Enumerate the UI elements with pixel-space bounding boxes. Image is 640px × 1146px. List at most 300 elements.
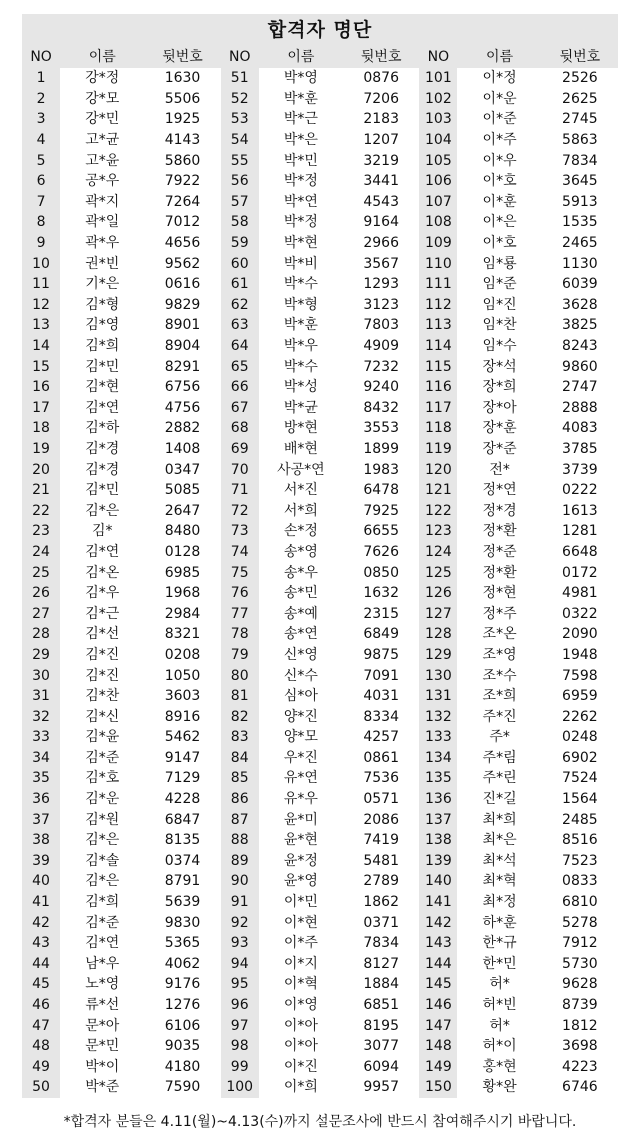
row-number: 55 <box>221 150 259 171</box>
number-suffix: 7206 <box>363 90 399 107</box>
applicant-name: 이*호 <box>482 173 517 190</box>
table-row <box>22 871 618 892</box>
row-number: 58 <box>221 212 259 233</box>
number-suffix: 3739 <box>562 461 598 478</box>
applicant-name: 서*진 <box>283 482 318 499</box>
applicant-name: 이*아 <box>283 1017 318 1034</box>
row-number: 37 <box>22 809 60 830</box>
number-suffix: 7012 <box>164 214 201 231</box>
table-row <box>22 418 618 439</box>
applicant-name: 이*민 <box>283 894 318 911</box>
row-number: 62 <box>221 295 259 316</box>
table-row <box>22 109 618 130</box>
number-suffix: 6847 <box>164 811 201 828</box>
number-suffix: 0172 <box>562 564 598 581</box>
page-title: 합격자 명단 <box>22 14 618 46</box>
number-suffix: 7590 <box>164 1079 201 1096</box>
row-number: 40 <box>22 871 60 892</box>
number-suffix: 9628 <box>562 976 598 993</box>
applicant-name: 임*준 <box>482 276 517 293</box>
table-row <box>22 171 618 192</box>
number-suffix: 8516 <box>562 832 598 849</box>
number-suffix: 8243 <box>562 338 598 355</box>
applicant-name: 박*비 <box>283 255 318 272</box>
number-suffix: 2789 <box>363 873 399 890</box>
number-suffix: 3785 <box>562 440 598 457</box>
row-number: 95 <box>221 974 259 995</box>
number-suffix: 1983 <box>363 461 399 478</box>
number-suffix: 7232 <box>363 358 399 375</box>
row-number: 72 <box>221 500 259 521</box>
row-number: 81 <box>221 686 259 707</box>
applicant-name: 남*우 <box>85 955 120 972</box>
row-number: 23 <box>22 521 60 542</box>
applicant-name: 이*은 <box>482 214 517 231</box>
applicant-name: 김*민 <box>85 358 120 375</box>
number-suffix: 0850 <box>363 564 399 581</box>
number-suffix: 8480 <box>164 523 201 540</box>
row-number: 10 <box>22 253 60 274</box>
table-row <box>22 500 618 521</box>
table-row <box>22 150 618 171</box>
row-number: 105 <box>419 150 457 171</box>
applicant-name: 박*근 <box>283 111 318 128</box>
number-suffix: 3553 <box>363 420 399 437</box>
row-number: 120 <box>419 459 457 480</box>
row-number: 65 <box>221 356 259 377</box>
applicant-name: 송*영 <box>283 543 318 560</box>
table-row <box>22 562 618 583</box>
header-no: NO <box>419 46 457 68</box>
number-suffix: 6810 <box>562 894 598 911</box>
row-number: 126 <box>419 583 457 604</box>
number-suffix: 5730 <box>562 955 598 972</box>
number-suffix: 1276 <box>164 997 201 1014</box>
row-number: 46 <box>22 995 60 1016</box>
row-number: 28 <box>22 624 60 645</box>
applicant-name: 최*희 <box>482 811 517 828</box>
row-number: 78 <box>221 624 259 645</box>
row-number: 18 <box>22 418 60 439</box>
applicant-name: 문*아 <box>85 1017 120 1034</box>
number-suffix: 0616 <box>164 276 201 293</box>
applicant-name: 배*현 <box>283 440 318 457</box>
table-header-row <box>22 46 618 68</box>
row-number: 98 <box>221 1036 259 1057</box>
number-suffix: 1281 <box>562 523 598 540</box>
number-suffix: 1564 <box>562 791 598 808</box>
applicant-name: 장*희 <box>482 379 517 396</box>
applicant-name: 김*하 <box>85 420 120 437</box>
row-number: 36 <box>22 789 60 810</box>
number-suffix: 1968 <box>164 585 201 602</box>
row-number: 60 <box>221 253 259 274</box>
table-row <box>22 706 618 727</box>
number-suffix: 1408 <box>164 440 201 457</box>
number-suffix: 0208 <box>164 646 201 663</box>
number-suffix: 0128 <box>164 543 201 560</box>
row-number: 25 <box>22 562 60 583</box>
number-suffix: 6902 <box>562 749 598 766</box>
applicant-name: 박*민 <box>283 152 318 169</box>
applicant-name: 김*은 <box>85 873 120 890</box>
row-number: 107 <box>419 192 457 213</box>
number-suffix: 8904 <box>164 338 201 355</box>
applicant-name: 박*현 <box>283 235 318 252</box>
applicant-name: 박*형 <box>283 296 318 313</box>
applicant-name: 이*영 <box>283 997 318 1014</box>
number-suffix: 0876 <box>363 70 399 87</box>
number-suffix: 4228 <box>164 791 201 808</box>
applicant-name: 조*온 <box>482 626 517 643</box>
number-suffix: 5365 <box>164 935 201 952</box>
applicant-name: 유*연 <box>283 770 318 787</box>
row-number: 24 <box>22 542 60 563</box>
table-row <box>22 377 618 398</box>
number-suffix: 2647 <box>164 502 201 519</box>
number-suffix: 0347 <box>164 461 201 478</box>
applicant-name: 정*준 <box>482 543 517 560</box>
row-number: 12 <box>22 295 60 316</box>
row-number: 103 <box>419 109 457 130</box>
number-suffix: 9176 <box>164 976 201 993</box>
row-number: 57 <box>221 192 259 213</box>
row-number: 41 <box>22 892 60 913</box>
row-number: 26 <box>22 583 60 604</box>
table-row <box>22 356 618 377</box>
row-number: 88 <box>221 830 259 851</box>
applicant-name: 주* <box>489 729 510 746</box>
row-number: 27 <box>22 603 60 624</box>
applicant-name: 조*희 <box>482 688 517 705</box>
number-suffix: 1630 <box>164 70 201 87</box>
row-number: 70 <box>221 459 259 480</box>
table-row <box>22 851 618 872</box>
row-number: 3 <box>22 109 60 130</box>
row-number: 137 <box>419 809 457 830</box>
applicant-name: 김*영 <box>85 317 120 334</box>
applicant-name: 정*환 <box>482 523 517 540</box>
row-number: 144 <box>419 954 457 975</box>
applicant-name: 문*민 <box>85 1038 120 1055</box>
row-number: 118 <box>419 418 457 439</box>
applicant-name: 하*훈 <box>482 914 517 931</box>
applicant-name: 우*진 <box>283 749 318 766</box>
row-number: 50 <box>22 1077 60 1098</box>
table-row <box>22 439 618 460</box>
number-suffix: 6648 <box>562 543 598 560</box>
number-suffix: 9147 <box>164 749 201 766</box>
applicant-name: 박*정 <box>283 173 318 190</box>
applicant-name: 이*우 <box>482 152 517 169</box>
row-number: 85 <box>221 768 259 789</box>
number-suffix: 2984 <box>164 605 201 622</box>
applicant-name: 박*성 <box>283 379 318 396</box>
number-suffix: 2747 <box>562 379 598 396</box>
applicant-name: 박*은 <box>283 132 318 149</box>
row-number: 38 <box>22 830 60 851</box>
row-number: 84 <box>221 748 259 769</box>
row-number: 21 <box>22 480 60 501</box>
number-suffix: 9829 <box>164 296 201 313</box>
row-number: 134 <box>419 748 457 769</box>
table-row <box>22 892 618 913</box>
row-number: 106 <box>419 171 457 192</box>
number-suffix: 5481 <box>363 852 399 869</box>
row-number: 104 <box>419 130 457 151</box>
number-suffix: 7834 <box>363 935 399 952</box>
number-suffix: 2090 <box>562 626 598 643</box>
row-number: 115 <box>419 356 457 377</box>
number-suffix: 6985 <box>164 564 201 581</box>
row-number: 76 <box>221 583 259 604</box>
row-number: 8 <box>22 212 60 233</box>
applicant-name: 박*준 <box>85 1079 120 1096</box>
roster-sheet <box>22 14 618 1098</box>
table-row <box>22 1015 618 1036</box>
applicant-name: 박*균 <box>283 399 318 416</box>
number-suffix: 0222 <box>562 482 598 499</box>
row-number: 29 <box>22 645 60 666</box>
number-suffix: 7925 <box>363 502 399 519</box>
row-number: 130 <box>419 665 457 686</box>
footer-note: *합격자 분들은 4.11(월)~4.13(수)까지 설문조사에 반드시 참여해주시기 바랍니다. <box>63 1114 577 1130</box>
applicant-name: 공*우 <box>85 173 120 190</box>
row-number: 94 <box>221 954 259 975</box>
number-suffix: 6851 <box>363 997 399 1014</box>
header-name: 이름 <box>457 46 541 68</box>
row-number: 83 <box>221 727 259 748</box>
row-number: 128 <box>419 624 457 645</box>
row-number: 119 <box>419 439 457 460</box>
number-suffix: 5860 <box>164 152 201 169</box>
row-number: 61 <box>221 274 259 295</box>
number-suffix: 4143 <box>164 132 201 149</box>
applicant-name: 방*현 <box>283 420 318 437</box>
applicant-name: 송*연 <box>283 626 318 643</box>
row-number: 131 <box>419 686 457 707</box>
row-number: 102 <box>419 89 457 110</box>
applicant-name: 심*아 <box>283 688 318 705</box>
applicant-name: 곽*우 <box>85 235 120 252</box>
applicant-name: 장*석 <box>482 358 517 375</box>
applicant-name: 김*윤 <box>85 729 120 746</box>
table-row <box>22 315 618 336</box>
row-number: 17 <box>22 398 60 419</box>
applicant-name: 박*우 <box>283 338 318 355</box>
row-number: 113 <box>419 315 457 336</box>
number-suffix: 7523 <box>562 852 598 869</box>
applicant-name: 김*준 <box>85 749 120 766</box>
applicant-name: 최*석 <box>482 852 517 869</box>
table-row <box>22 768 618 789</box>
number-suffix: 3603 <box>164 688 201 705</box>
applicant-name: 서*희 <box>283 502 318 519</box>
row-number: 145 <box>419 974 457 995</box>
applicant-name: 김*희 <box>85 338 120 355</box>
number-suffix: 6746 <box>562 1079 598 1096</box>
row-number: 1 <box>22 68 60 89</box>
number-suffix: 6655 <box>363 523 399 540</box>
number-suffix: 1884 <box>363 976 399 993</box>
table-row <box>22 974 618 995</box>
applicant-name: 강*정 <box>85 70 120 87</box>
number-suffix: 3219 <box>363 152 399 169</box>
row-number: 101 <box>419 68 457 89</box>
header-number: 뒷번호 <box>542 46 618 68</box>
applicant-name: 김*온 <box>85 564 120 581</box>
number-suffix: 2465 <box>562 235 598 252</box>
applicant-name: 홍*현 <box>482 1058 517 1075</box>
number-suffix: 1613 <box>562 502 598 519</box>
number-suffix: 6039 <box>562 276 598 293</box>
table-row <box>22 1057 618 1078</box>
applicant-name: 임*찬 <box>482 317 517 334</box>
applicant-name: 송*예 <box>283 605 318 622</box>
row-number: 146 <box>419 995 457 1016</box>
row-number: 112 <box>419 295 457 316</box>
number-suffix: 9875 <box>363 646 399 663</box>
applicant-name: 박*정 <box>283 214 318 231</box>
number-suffix: 0571 <box>363 791 399 808</box>
row-number: 96 <box>221 995 259 1016</box>
table-row <box>22 130 618 151</box>
number-suffix: 8127 <box>363 955 399 972</box>
row-number: 13 <box>22 315 60 336</box>
number-suffix: 4981 <box>562 585 598 602</box>
applicant-name: 송*우 <box>283 564 318 581</box>
applicant-name: 기*은 <box>85 276 120 293</box>
row-number: 66 <box>221 377 259 398</box>
row-number: 80 <box>221 665 259 686</box>
applicant-name: 김*원 <box>85 811 120 828</box>
number-suffix: 2888 <box>562 399 598 416</box>
row-number: 139 <box>419 851 457 872</box>
row-number: 127 <box>419 603 457 624</box>
applicant-name: 김*운 <box>85 791 120 808</box>
row-number: 6 <box>22 171 60 192</box>
number-suffix: 7524 <box>562 770 598 787</box>
applicant-name: 이*주 <box>283 935 318 952</box>
applicant-name: 이*아 <box>283 1038 318 1055</box>
applicant-name: 김*은 <box>85 502 120 519</box>
row-number: 11 <box>22 274 60 295</box>
applicant-name: 김*형 <box>85 296 120 313</box>
applicant-name: 김*연 <box>85 399 120 416</box>
number-suffix: 6106 <box>164 1017 201 1034</box>
header-no: NO <box>221 46 259 68</box>
table-row <box>22 1077 618 1098</box>
number-suffix: 1207 <box>363 132 399 149</box>
applicant-name: 황*완 <box>482 1079 517 1096</box>
number-suffix: 1899 <box>363 440 399 457</box>
number-suffix: 7419 <box>363 832 399 849</box>
header-number: 뒷번호 <box>343 46 419 68</box>
applicant-name: 장*아 <box>482 399 517 416</box>
table-row <box>22 748 618 769</box>
number-suffix: 5913 <box>562 193 598 210</box>
applicant-name: 진*길 <box>482 791 517 808</box>
row-number: 74 <box>221 542 259 563</box>
applicant-name: 임*룡 <box>482 255 517 272</box>
number-suffix: 3825 <box>562 317 598 334</box>
applicant-name: 윤*미 <box>283 811 318 828</box>
applicant-name: 김* <box>92 523 113 540</box>
applicant-name: 이*현 <box>283 914 318 931</box>
row-number: 42 <box>22 912 60 933</box>
table-row <box>22 830 618 851</box>
applicant-name: 박*훈 <box>283 317 318 334</box>
applicant-name: 한*규 <box>482 935 517 952</box>
row-number: 39 <box>22 851 60 872</box>
number-suffix: 1293 <box>363 276 399 293</box>
number-suffix: 1862 <box>363 894 399 911</box>
row-number: 135 <box>419 768 457 789</box>
row-number: 35 <box>22 768 60 789</box>
number-suffix: 1925 <box>164 111 201 128</box>
row-number: 20 <box>22 459 60 480</box>
row-number: 90 <box>221 871 259 892</box>
row-number: 109 <box>419 233 457 254</box>
applicant-name: 김*희 <box>85 894 120 911</box>
table-row <box>22 789 618 810</box>
row-number: 5 <box>22 150 60 171</box>
applicant-name: 정*연 <box>482 482 517 499</box>
number-suffix: 4180 <box>164 1058 201 1075</box>
table-row <box>22 624 618 645</box>
row-number: 114 <box>419 336 457 357</box>
row-number: 73 <box>221 521 259 542</box>
row-number: 117 <box>419 398 457 419</box>
row-number: 59 <box>221 233 259 254</box>
applicant-name: 류*선 <box>85 997 120 1014</box>
row-number: 149 <box>419 1057 457 1078</box>
applicant-name: 사공*연 <box>277 461 325 478</box>
applicant-name: 최*혁 <box>482 873 517 890</box>
header-name: 이름 <box>259 46 343 68</box>
row-number: 82 <box>221 706 259 727</box>
applicant-name: 김*경 <box>85 461 120 478</box>
number-suffix: 2526 <box>562 70 598 87</box>
applicant-name: 최*은 <box>482 832 517 849</box>
row-number: 48 <box>22 1036 60 1057</box>
number-suffix: 1130 <box>562 255 598 272</box>
row-number: 33 <box>22 727 60 748</box>
row-number: 53 <box>221 109 259 130</box>
applicant-name: 고*균 <box>85 132 120 149</box>
table-row <box>22 995 618 1016</box>
table-row <box>22 645 618 666</box>
number-suffix: 8432 <box>363 399 399 416</box>
header-number: 뒷번호 <box>144 46 220 68</box>
table-row <box>22 954 618 975</box>
row-number: 32 <box>22 706 60 727</box>
number-suffix: 3123 <box>363 296 399 313</box>
applicant-name: 신*수 <box>283 667 318 684</box>
applicant-name: 박*수 <box>283 358 318 375</box>
number-suffix: 8321 <box>164 626 201 643</box>
number-suffix: 7091 <box>363 667 399 684</box>
table-row <box>22 336 618 357</box>
applicant-name: 김*진 <box>85 646 120 663</box>
applicant-name: 임*진 <box>482 296 517 313</box>
number-suffix: 2262 <box>562 708 598 725</box>
number-suffix: 1050 <box>164 667 201 684</box>
applicant-name: 김*연 <box>85 543 120 560</box>
applicant-name: 김*호 <box>85 770 120 787</box>
row-number: 71 <box>221 480 259 501</box>
row-number: 4 <box>22 130 60 151</box>
